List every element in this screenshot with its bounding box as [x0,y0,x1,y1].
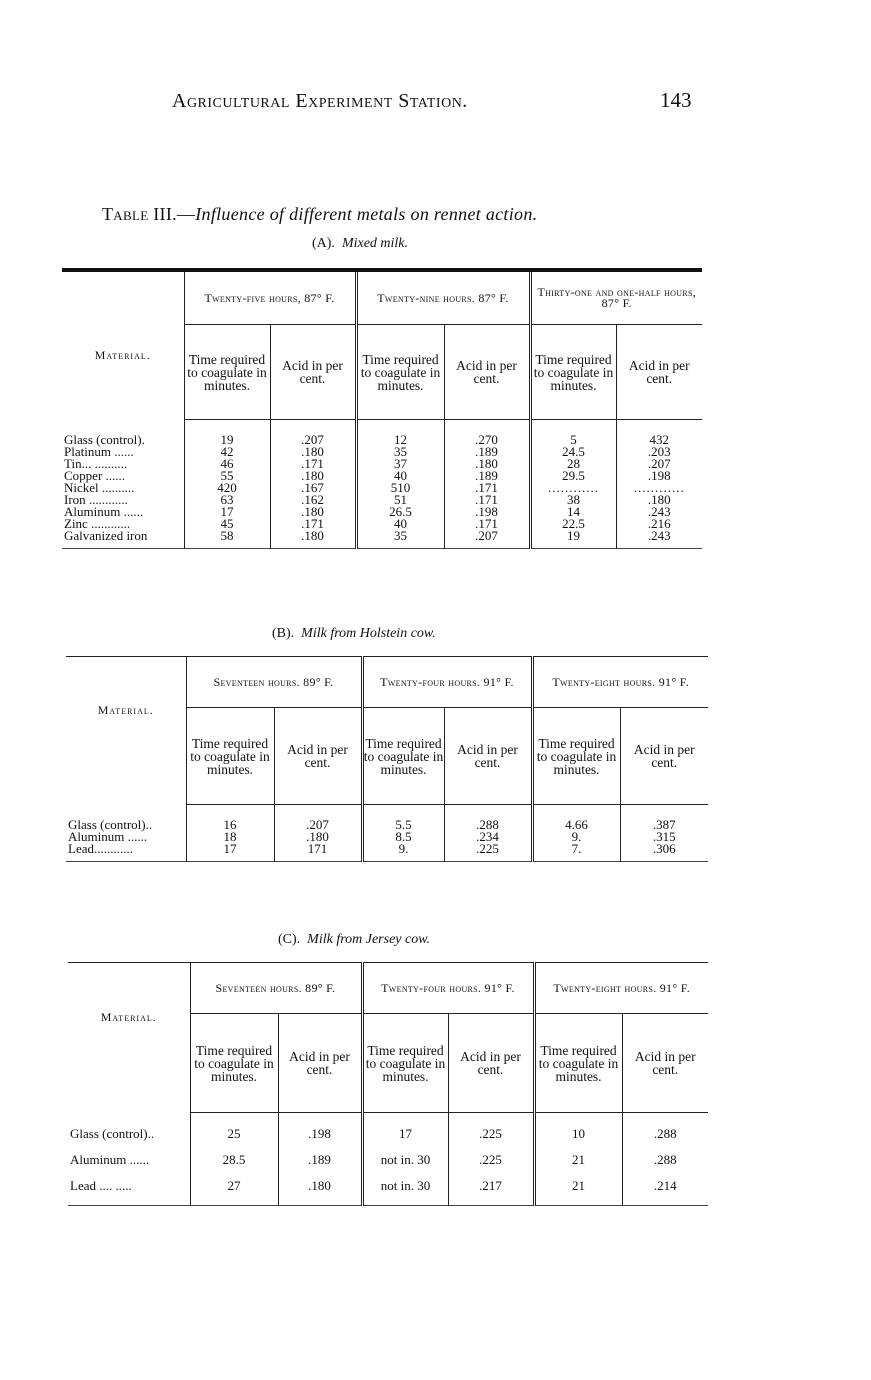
acid-cell: .207 [274,805,362,832]
time-cell: 26.5 [356,506,444,518]
subcaption-label: (A). [312,236,335,251]
page-number: 143 [660,88,692,112]
subcaption-title: Milk from Holstein cow. [301,626,436,641]
group-header: Twenty-five hours, 87° F. [184,270,356,325]
column-header-time: Time required to coagulate in minutes. [530,325,616,420]
column-header-acid: Acid in per cent. [278,1014,362,1113]
material-cell: Glass (control).. [68,1113,190,1154]
table-row [62,530,702,549]
acid-cell: .288 [622,1153,708,1179]
table-row [62,518,702,530]
column-header-time: Time required to coagulate in minutes. [362,708,444,805]
table-title: Influence of different metals on rennet action. [195,204,538,224]
time-cell: 42 [220,444,234,459]
acid-cell: .171 [270,458,356,470]
column-header-acid: Acid in per cent. [620,708,708,805]
column-header-acid: Acid in per cent. [448,1014,534,1113]
column-header-acid: Acid in per cent. [616,325,702,420]
column-header-material: Material. [68,963,190,1113]
column-header-acid: Acid in per cent. [444,708,532,805]
time-cell: 38 [530,494,616,506]
subcaption-label: (C). [278,932,301,947]
table-row [62,420,702,447]
time-cell: 63 [220,492,234,507]
material-cell: Iron ............ [62,494,184,506]
acid-cell: .243 [616,506,702,518]
time-cell: 19 [220,432,234,447]
time-cell: 14 [530,506,616,518]
time-cell: 510 [356,482,444,494]
table-label: Table III. [102,204,177,224]
acid-cell: .171 [444,494,530,506]
table-row [68,1113,708,1154]
column-header-time: Time required to coagulate in minutes. [190,1014,278,1113]
time-cell: 28.5 [222,1152,246,1167]
acid-cell: .180 [274,831,362,843]
acid-cell: .234 [444,831,532,843]
table-b [66,656,708,862]
acid-cell: .203 [616,446,702,458]
table-row [62,458,702,470]
acid-cell: .180 [270,470,356,482]
table-row [62,506,702,518]
subcaption-c [278,932,430,948]
group-header: Thirty-one and one-half hours, 87° F. [530,270,702,325]
acid-cell: .171 [444,518,530,530]
time-cell: 10 [534,1113,622,1154]
table-row [66,843,708,862]
column-header-time: Time required to coagulate in minutes. [362,1014,448,1113]
column-header-time: Time required to coagulate in minutes. [532,708,620,805]
subcaption-title: Milk from Jersey cow. [307,932,431,947]
time-cell: 29.5 [530,470,616,482]
acid-cell: .270 [444,420,530,447]
time-cell: 17 [220,504,234,519]
acid-cell: .189 [444,446,530,458]
time-cell: 28 [530,458,616,470]
acid-cell: .167 [270,482,356,494]
material-cell: Lead............ [66,843,186,862]
time-cell: 27 [227,1178,241,1193]
column-header-time: Time required to coagulate in minutes. [184,325,270,420]
group-header: Twenty-eight hours. 91° F. [532,657,708,708]
acid-cell: .315 [620,831,708,843]
time-cell: 21 [534,1153,622,1179]
time-cell: 16 [223,817,237,832]
acid-cell: .198 [444,506,530,518]
time-cell: not in. 30 [362,1179,448,1206]
table-row [66,831,708,843]
acid-cell: .180 [270,446,356,458]
group-header: Twenty-four hours. 91° F. [362,963,534,1014]
time-cell: 40 [356,518,444,530]
running-head [0,90,871,118]
caption-dash: — [176,204,196,224]
acid-cell: .180 [278,1179,362,1206]
column-header-time: Time required to coagulate in minutes. [186,708,274,805]
time-cell: not in. 30 [362,1153,448,1179]
time-cell: 4.66 [532,805,620,832]
table-row [66,805,708,832]
column-header-acid: Acid in per cent. [274,708,362,805]
acid-cell: .225 [448,1113,534,1154]
material-cell: Nickel .......... [62,482,184,494]
time-cell: 9. [532,831,620,843]
acid-cell: 171 [274,843,362,862]
acid-cell: .198 [278,1113,362,1154]
material-cell: Galvanized iron [62,530,184,549]
material-cell: Aluminum ...... [62,506,184,518]
acid-cell: .162 [270,494,356,506]
acid-cell: 432 [616,420,702,447]
group-header: Twenty-nine hours. 87° F. [356,270,530,325]
time-cell: 8.5 [362,831,444,843]
time-cell: 17 [223,841,237,856]
material-cell: Lead .... ..... [68,1179,190,1206]
column-header-material: Material. [66,657,186,805]
time-cell: 7. [532,843,620,862]
acid-cell: .214 [622,1179,708,1206]
material-cell: Glass (control). [62,420,184,447]
table-row [62,446,702,458]
table-row [68,1153,708,1179]
acid-cell: .288 [444,805,532,832]
column-header-acid: Acid in per cent. [444,325,530,420]
time-cell: 46 [220,456,234,471]
time-cell: 21 [534,1179,622,1206]
acid-cell: .225 [448,1153,534,1179]
group-header: Twenty-eight hours. 91° F. [534,963,708,1014]
acid-cell: .306 [620,843,708,862]
column-header-acid: Acid in per cent. [270,325,356,420]
column-header-acid: Acid in per cent. [622,1014,708,1113]
table-row [68,1179,708,1206]
group-header: Seventeen hours. 89° F. [190,963,362,1014]
acid-cell: .171 [444,482,530,494]
subcaption-a [312,236,408,252]
acid-cell: .387 [620,805,708,832]
time-cell: 420 [217,480,237,495]
acid-cell: .207 [270,420,356,447]
material-cell: Zinc ............ [62,518,184,530]
material-cell: Copper ...... [62,470,184,482]
table-caption [102,204,537,225]
subcaption-label: (B). [272,626,295,641]
time-cell: 51 [356,494,444,506]
acid-cell: .189 [444,470,530,482]
acid-cell: .189 [278,1153,362,1179]
time-cell: 18 [223,829,237,844]
time-cell: 9. [362,843,444,862]
material-cell: Glass (control).. [66,805,186,832]
time-cell: 35 [356,446,444,458]
acid-cell: ............ [616,482,702,494]
acid-cell: .198 [616,470,702,482]
column-header-material: Material. [62,270,184,420]
time-cell: 12 [356,420,444,447]
acid-cell: .225 [444,843,532,862]
time-cell: 45 [220,516,234,531]
group-header: Twenty-four hours. 91° F. [362,657,532,708]
table-row [62,482,702,494]
time-cell: 35 [356,530,444,549]
time-cell: 22.5 [530,518,616,530]
acid-cell: .180 [270,506,356,518]
acid-cell: .288 [622,1113,708,1154]
material-cell: Platinum ...... [62,446,184,458]
time-cell: 58 [220,528,234,543]
table-row [62,470,702,482]
acid-cell: .207 [616,458,702,470]
table-row [62,494,702,506]
acid-cell: .171 [270,518,356,530]
material-cell: Tin... .......... [62,458,184,470]
time-cell: 5.5 [362,805,444,832]
material-cell: Aluminum ...... [66,831,186,843]
table-a [62,268,702,549]
material-cell: Aluminum ...... [68,1153,190,1179]
time-cell: 24.5 [530,446,616,458]
subcaption-b [272,626,436,642]
acid-cell: .216 [616,518,702,530]
acid-cell: .180 [444,458,530,470]
time-cell: 40 [356,470,444,482]
acid-cell: .180 [616,494,702,506]
table-c [68,962,708,1206]
time-cell: 37 [356,458,444,470]
time-cell: ............ [530,482,616,494]
time-cell: 19 [530,530,616,549]
acid-cell: .243 [616,530,702,549]
time-cell: 25 [227,1126,241,1141]
column-header-time: Time required to coagulate in minutes. [534,1014,622,1113]
time-cell: 17 [362,1113,448,1154]
column-header-time: Time required to coagulate in minutes. [356,325,444,420]
time-cell: 5 [530,420,616,447]
acid-cell: .180 [270,530,356,549]
acid-cell: .217 [448,1179,534,1206]
group-header: Seventeen hours. 89° F. [186,657,362,708]
acid-cell: .207 [444,530,530,549]
time-cell: 55 [220,468,234,483]
running-head-title: Agricultural Experiment Station. [172,90,468,112]
subcaption-title: Mixed milk. [341,236,409,251]
